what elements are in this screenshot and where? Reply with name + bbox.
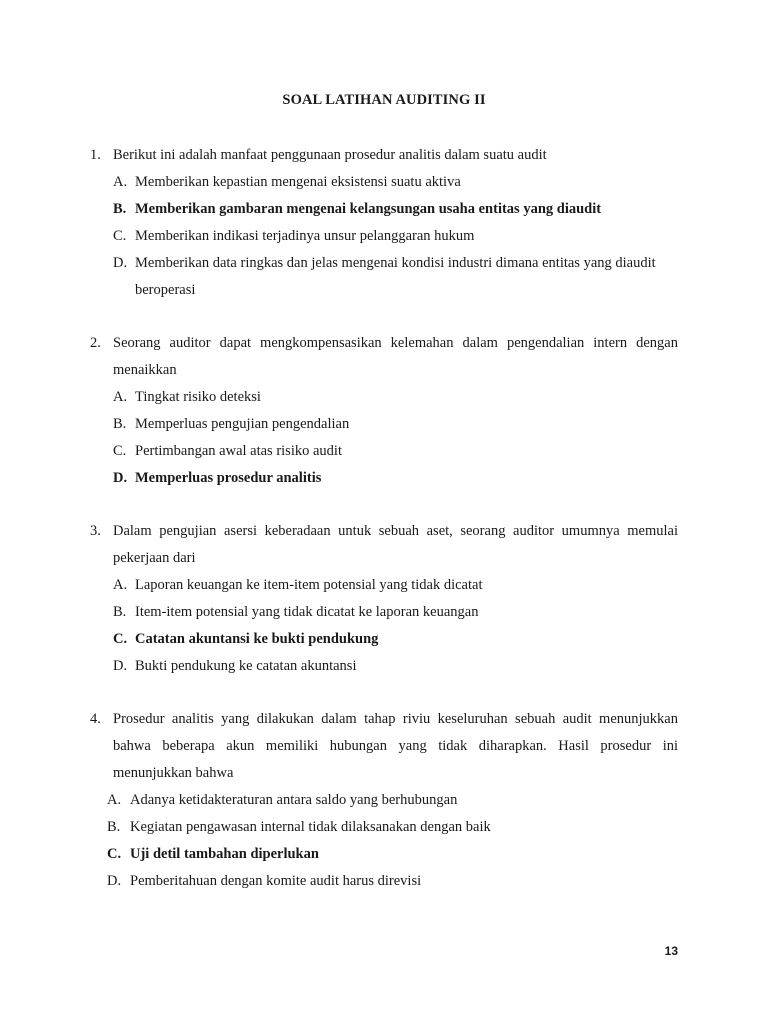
option-letter: D. <box>113 470 128 486</box>
option-text: Tingkat risiko deteksi <box>135 389 261 405</box>
option-b <box>90 411 678 438</box>
option-letter: D. <box>107 873 122 889</box>
question-2 <box>90 330 678 492</box>
question-4 <box>90 706 678 895</box>
question-text: Dalam pengujian asersi keberadaan untuk sebuah aset, seorang auditor umumnya memulai pekerjaan dari <box>113 523 678 566</box>
option-c <box>90 223 678 250</box>
question-stem <box>90 330 678 384</box>
option-text: Adanya ketidakteraturan antara saldo yang berhubungan <box>130 792 458 808</box>
question-text: Seorang auditor dapat mengkompensasikan kelemahan dalam pengendalian intern dengan menaikkan <box>113 335 678 378</box>
option-list <box>90 169 678 304</box>
page-number: 13 <box>664 944 678 958</box>
option-a <box>90 169 678 196</box>
option-letter: D. <box>113 658 128 674</box>
option-d <box>90 250 678 304</box>
option-letter: D. <box>113 255 128 271</box>
option-text: Catatan akuntansi ke bukti pendukung <box>135 631 379 647</box>
option-letter: B. <box>113 201 127 217</box>
option-text: Memberikan kepastian mengenai eksistensi suatu aktiva <box>135 174 461 190</box>
option-a <box>90 384 678 411</box>
option-letter: A. <box>113 174 128 190</box>
option-a <box>90 787 678 814</box>
option-text: Pemberitahuan dengan komite audit harus direvisi <box>130 873 422 889</box>
option-text: Laporan keuangan ke item-item potensial yang tidak dicatat <box>135 577 483 593</box>
option-list <box>90 384 678 492</box>
option-letter: B. <box>113 416 127 432</box>
question-list <box>90 142 678 921</box>
option-letter: B. <box>107 819 121 835</box>
question-stem <box>90 518 678 572</box>
option-text: Item-item potensial yang tidak dicatat ke laporan keuangan <box>135 604 479 620</box>
question-stem <box>90 142 678 169</box>
option-text: Memperluas pengujian pengendalian <box>135 416 350 432</box>
option-c <box>90 438 678 465</box>
option-text: Uji detil tambahan diperlukan <box>130 846 319 862</box>
page-title: SOAL LATIHAN AUDITING II <box>282 92 486 108</box>
option-text: Memperluas prosedur analitis <box>135 470 322 486</box>
option-list <box>90 572 678 680</box>
option-letter: A. <box>107 792 122 808</box>
option-list <box>90 787 678 895</box>
question-text: Prosedur analitis yang dilakukan dalam tahap riviu keseluruhan sebuah audit menunjukkan bahwa beberapa akun memiliki hubungan yang tidak diharapkan. Hasil prosedur ini menunjukkan bahwa <box>113 711 678 781</box>
question-stem <box>90 706 678 787</box>
question-number: 2. <box>90 335 101 351</box>
option-letter: A. <box>113 389 128 405</box>
option-d <box>90 653 678 680</box>
option-text: Memberikan gambaran mengenai kelangsungan usaha entitas yang diaudit <box>135 201 602 217</box>
option-c-correct <box>90 626 678 653</box>
option-b <box>90 599 678 626</box>
option-letter: C. <box>113 631 128 647</box>
option-text: Memberikan data ringkas dan jelas mengenai kondisi industri dimana entitas yang diaudit beroperasi <box>135 255 656 298</box>
option-a <box>90 572 678 599</box>
question-number: 1. <box>90 147 101 163</box>
option-text: Kegiatan pengawasan internal tidak dilaksanakan dengan baik <box>130 819 491 835</box>
option-letter: B. <box>113 604 127 620</box>
option-letter: C. <box>113 443 127 459</box>
option-letter: C. <box>107 846 122 862</box>
option-text: Pertimbangan awal atas risiko audit <box>135 443 342 459</box>
question-number: 3. <box>90 523 101 539</box>
option-text: Bukti pendukung ke catatan akuntansi <box>135 658 357 674</box>
option-d <box>90 868 678 895</box>
option-d-correct <box>90 465 678 492</box>
question-3 <box>90 518 678 680</box>
option-b-correct <box>90 196 678 223</box>
option-letter: C. <box>113 228 127 244</box>
option-b <box>90 814 678 841</box>
option-text: Memberikan indikasi terjadinya unsur pelanggaran hukum <box>135 228 475 244</box>
option-letter: A. <box>113 577 128 593</box>
question-1 <box>90 142 678 304</box>
option-c-correct <box>90 841 678 868</box>
question-text: Berikut ini adalah manfaat penggunaan prosedur analitis dalam suatu audit <box>113 147 547 163</box>
question-number: 4. <box>90 711 101 727</box>
